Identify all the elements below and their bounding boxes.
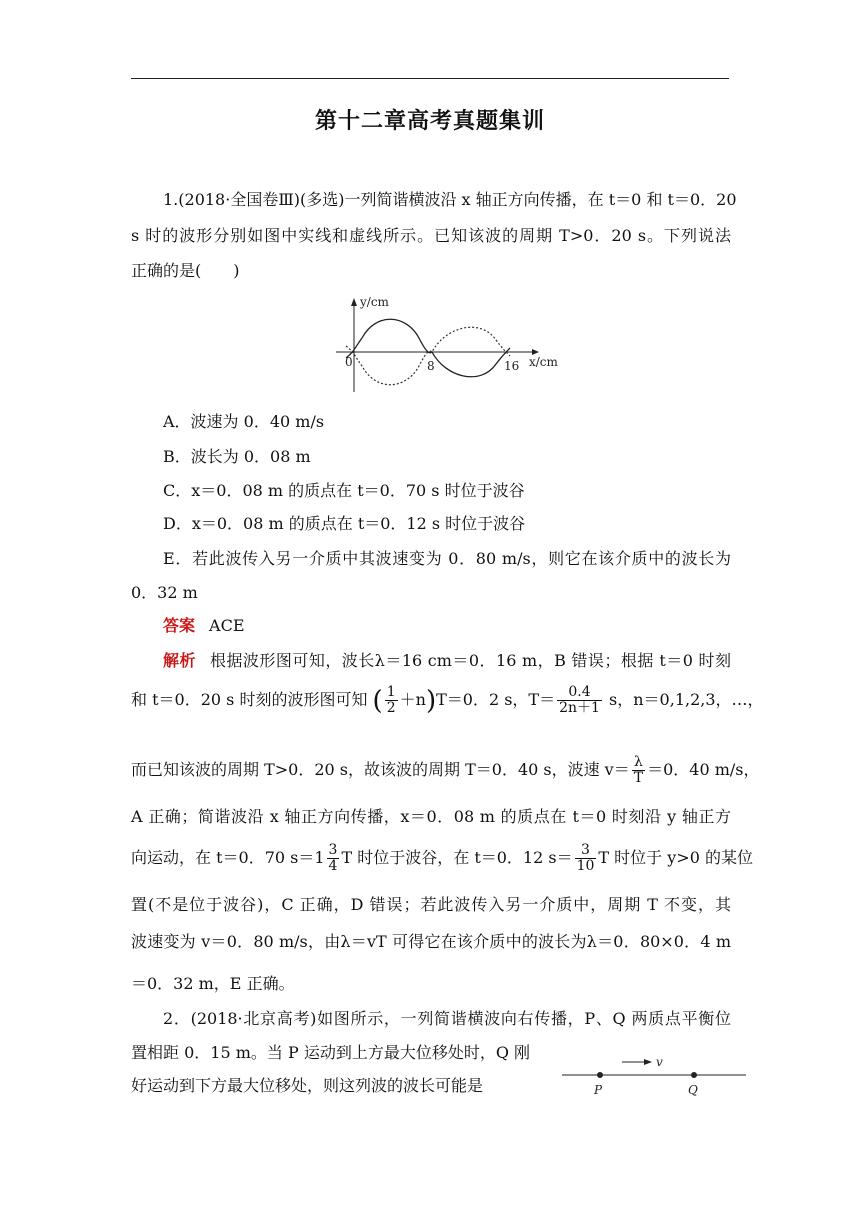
point-p-dot [597,1072,603,1078]
fraction-three-quarters: $\frac{3}{4}$ [328,842,338,874]
fraction-three-tenths: $\frac{3}{10}$ [576,842,595,874]
analysis-line-5 [131,838,753,878]
tick-0: 0 [345,355,353,369]
q1-option-d: D．x＝0．08 m 的质点在 t＝0．12 s 时位于波谷 [163,514,526,533]
q1-option-e: E．若此波传入另一介质中其波速变为 0．80 m/s，则它在该介质中的波长为 [163,549,731,568]
q1-stem-line-1: 1.(2018·全国卷Ⅲ)(多选)一列简谐横波沿 x 轴正方向传播，在 t＝0 和 t＝0．20 [163,190,737,209]
header-rule [131,78,729,79]
point-p-label: P [594,1083,603,1097]
right-paren: ) [425,685,437,716]
tick-16: 16 [504,359,520,373]
analysis-text-5b: T 时位于波谷，在 t＝0．12 s＝ [341,848,573,867]
analysis-text-2b: T＝0．2 s，T＝ [436,690,556,709]
analysis-line-1 [163,651,731,671]
analysis-text-3b: ＝0．40 m/s， [647,760,760,779]
fraction-period: $\frac{0.4}{2n+1}$ [559,684,600,716]
q1-option-b: B．波长为 0．08 m [163,447,311,466]
pq-wave-figure [560,1052,748,1106]
y-axis-arrow-icon [351,298,357,306]
q2-stem-line-1: 2．(2018·北京高考)如图所示，一列简谐横波向右传播，P、Q 两质点平衡位 [163,1009,731,1028]
q2-stem-line-2: 置相距 0．15 m。当 P 运动到上方最大位移处时，Q 刚 [131,1043,531,1062]
analysis-line-2 [131,680,764,720]
q2-stem-line-3: 好运动到下方最大位移处，则这列波的波长可能是 [131,1076,484,1095]
fraction-half: $\frac{1}{2}$ [386,684,396,716]
analysis-line-7: 波速变为 v＝0．80 m/s，由λ＝vT 可得它在该介质中的波长为λ＝0．80×0．4 m [131,932,731,951]
analysis-label: 解析 [163,651,196,670]
velocity-label: v [656,1055,663,1069]
analysis-text-3a: 而已知该波的周期 T>0．20 s，故该波的周期 T＝0．40 s，波速 v＝ [131,760,630,779]
point-q-dot [691,1072,697,1078]
fraction-lambda-over-t: $\frac{\lambda}{T}$ [633,754,644,786]
left-paren: ( [372,685,383,716]
pq-wave-svg [560,1052,748,1102]
analysis-line-8: ＝0．32 m，E 正确。 [131,974,295,993]
q1-answer [163,616,763,636]
q1-option-c: C．x＝0．08 m 的质点在 t＝0．70 s 时位于波谷 [163,481,525,500]
answer-label: 答案 [163,616,196,635]
velocity-arrow-icon [644,1059,652,1065]
point-q-label: Q [688,1083,698,1097]
analysis-line-4: A 正确；简谐波沿 x 轴正方向传播，x＝0．08 m 的质点在 t＝0 时刻沿 y 轴正方 [131,807,731,826]
analysis-text-2a: 和 t＝0．20 s 时刻的波形图可知 [131,690,368,709]
analysis-text-2c: s，n＝0,1,2,3，…， [603,690,764,709]
dashed-wave-curve [346,327,510,385]
q1-option-e-cont: 0．32 m [131,583,198,602]
y-axis-label: y/cm [360,295,389,309]
wave-graph-svg [336,294,566,394]
analysis-line-3 [131,750,760,790]
analysis-line-6: 置(不是位于波谷)，C 正确，D 错误；若此波传入另一介质中，周期 T 不变，其 [131,895,731,914]
tick-8: 8 [427,359,435,373]
answer-value: ACE [209,616,245,635]
q1-option-a: A．波速为 0．40 m/s [163,412,325,431]
paren-tail: ＋n [399,690,426,709]
page-title: 第十二章高考真题集训 [314,108,545,134]
analysis-text-5c: T 时位于 y>0 的某位 [598,848,753,867]
q1-stem-line-3: 正确的是( ) [131,261,240,280]
wave-graph-figure [336,294,566,398]
q1-stem-line-2: s 时的波形分别如图中实线和虚线所示。已知该波的周期 T>0．20 s。下列说法 [131,226,731,245]
x-axis-label: x/cm [529,355,558,369]
analysis-text-1: 根据波形图可知，波长λ＝16 cm＝0．16 m，B 错误；根据 t＝0 时刻 [209,651,731,670]
analysis-text-5a: 向运动，在 t＝0．70 s＝1 [131,848,325,867]
